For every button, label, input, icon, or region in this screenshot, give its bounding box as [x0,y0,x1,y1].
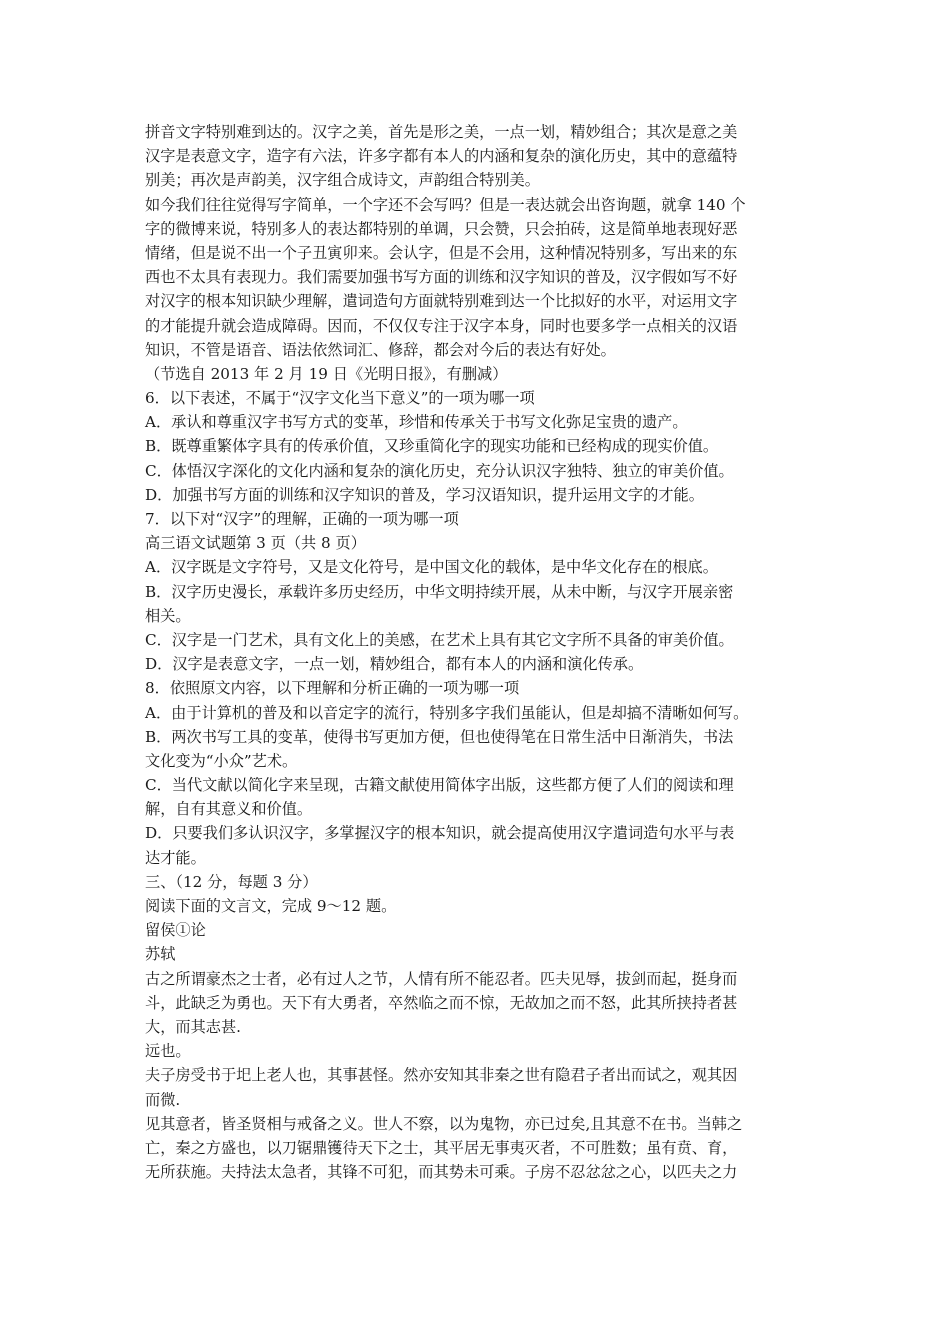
document-text-line: 解，自有其意义和价值。 [145,800,313,819]
document-text-line: C．体悟汉字深化的文化内涵和复杂的演化历史，充分认识汉字独特、独立的审美价值。 [145,461,734,480]
document-text-line: 知识，不管是语音、语法依然词汇、修辞，都会对今后的表达有好处。 [145,340,616,359]
document-text-line: 字的微博来说，特别多人的表达都特别的单调，只会赞，只会拍砖，这是简单地表现好恶 [145,219,738,238]
document-text-line: 高三语文试题第 3 页（共 8 页） [145,534,366,553]
document-text-line: B．汉字历史漫长，承载许多历史经历，中华文明持续开展，从未中断，与汉字开展亲密 [145,582,734,601]
document-text-line: 而微. [145,1090,181,1109]
document-text-line: 三、（12 分，每题 3 分） [145,872,318,891]
document-text-line: 阅读下面的文言文，完成 9～12 题。 [145,897,397,915]
document-text-line: 西也不太具有表现力。我们需要加强书写方面的训练和汉字知识的普及，汉字假如写不好 [145,268,738,287]
document-text-line: 留侯①论 [145,921,206,940]
document-text-line: 7．以下对“汉字”的理解，正确的一项为哪一项 [145,510,459,528]
document-text-line: 相关。 [145,606,191,625]
document-text-line: A．承认和尊重汉字书写方式的变革，珍惜和传承关于书写文化弥足宝贵的遗产。 [145,413,688,432]
document-text-line: B．既尊重繁体字具有的传承价值，又珍重简化字的现实功能和已经构成的现实价值。 [145,437,719,456]
document-text-line: 别美；再次是声韵美，汉字组合成诗文，声韵组合特别美。 [145,171,540,190]
document-body-text [145,120,815,1184]
document-text-line: D．只要我们多认识汉字，多掌握汉字的根本知识，就会提高使用汉字遣词造句水平与表 [145,824,735,843]
document-text-line: C．汉字是一门艺术，具有文化上的美感，在艺术上具有其它文字所不具备的审美价值。 [145,630,734,649]
document-text-line: 如今我们往往觉得写字简单，一个字还不会写吗？但是一表达就会出咨询题，就拿 140 个 [145,195,746,214]
document-text-line: 汉字是表意文字，造字有六法，许多字都有本人的内涵和复杂的演化历史，其中的意蕴特 [145,147,738,166]
document-text-line: 达才能。 [145,848,206,867]
document-text-line: 文化变为“小众”艺术。 [145,751,298,770]
document-text-line: 见其意者，皆圣贤相与戒备之义。世人不察，以为鬼物，亦已过矣,且其意不在书。当韩之 [145,1114,743,1133]
document-text-line: （节选自 2013 年 2 月 19 日《光明日报》，有删减） [145,364,508,383]
document-text-line: A．由于计算机的普及和以音定字的流行，特别多字我们虽能认，但是却搞不清晰如何写。 [145,703,749,722]
document-text-line: 大，而其志甚. [145,1017,241,1036]
document-text-line: 情绪，但是说不出一个子丑寅卯来。会认字，但是不会用，这种情况特别多，写出来的东 [145,243,738,262]
document-text-line: 夫子房受书于圯上老人也，其事甚怪。然亦安知其非秦之世有隐君子者出而试之，观其因 [145,1066,738,1085]
document-text-line: 古之所谓豪杰之士者，必有过人之节，人情有所不能忍者。匹夫见辱，拔剑而起，挺身而 [145,969,738,988]
document-text-line: 6．以下表述，不属于“汉字文化当下意义”的一项为哪一项 [145,389,535,408]
document-text-line: 远也。 [145,1042,191,1061]
document-text-line: 8．依照原文内容，以下理解和分析正确的一项为哪一项 [145,679,520,698]
document-text-line: 亡，秦之方盛也，以刀锯鼎镬待天下之士，其平居无事夷灭者，不可胜数；虽有贲、育， [145,1138,738,1157]
document-text-line: 对汉字的根本知识缺少理解，遣词造句方面就特别难到达一个比拟好的水平，对运用文字 [145,292,738,311]
document-text-line: 的才能提升就会造成障碍。因而，不仅仅专注于汉字本身，同时也要多学一点相关的汉语 [145,316,738,335]
document-text-line: C．当代文献以简化字来呈现，古籍文献使用简体字出版，这些都方便了人们的阅读和理 [145,776,734,795]
document-text-line: 拼音文字特别难到达的。汉字之美，首先是形之美，一点一划，精妙组合；其次是意之美 [145,123,738,141]
document-text-line: D．加强书写方面的训练和汉字知识的普及，学习汉语知识，提升运用文字的才能。 [145,485,704,504]
document-text-line: 斗，此缺乏为勇也。天下有大勇者，卒然临之而不惊，无故加之而不怒，此其所挟持者甚 [145,993,738,1012]
document-text-line: A．汉字既是文字符号，又是文化符号，是中国文化的载体，是中华文化存在的根底。 [145,558,718,577]
document-text-line: 无所获施。夫持法太急者，其锋不可犯，而其势未可乘。子房不忍忿忿之心，以匹夫之力 [145,1163,738,1182]
document-text-line: D．汉字是表意文字，一点一划，精妙组合，都有本人的内涵和演化传承。 [145,655,644,674]
document-text-line: B．两次书写工具的变革，使得书写更加方便，但也使得笔在日常生活中日渐消失，书法 [145,727,734,746]
document-text-line: 苏轼 [145,945,176,964]
